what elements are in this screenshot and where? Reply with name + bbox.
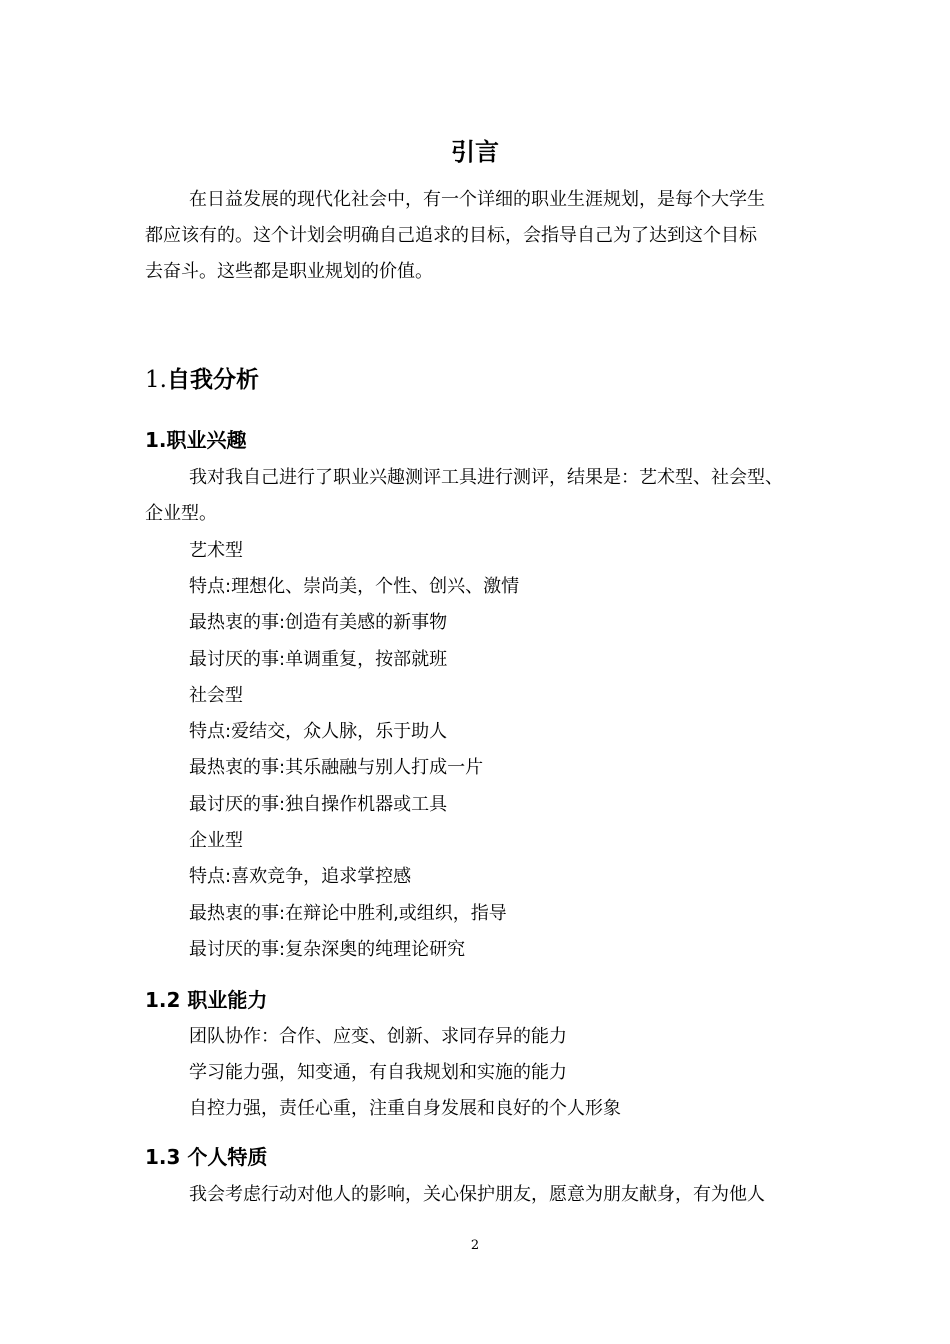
page-number: 2 — [470, 1238, 480, 1253]
subheading-personal-traits: 1.3 个人特质 — [145, 1145, 268, 1169]
interest-summary-line-1: 我对我自己进行了职业兴趣测评工具进行测评，结果是：艺术型、社会型、 — [189, 467, 783, 488]
interest-item: 最热衷的事:在辩论中胜利,或组织，指导 — [189, 903, 507, 924]
ability-item: 学习能力强，知变通，有自我规划和实施的能力 — [189, 1062, 567, 1083]
interest-item: 最讨厌的事:复杂深奥的纯理论研究 — [189, 939, 466, 960]
ability-item: 自控力强，责任心重，注重自身发展和良好的个人形象 — [189, 1098, 621, 1119]
interest-item: 企业型 — [189, 830, 243, 851]
interest-item: 最讨厌的事:单调重复，按部就班 — [189, 649, 448, 670]
intro-line-2: 都应该有的。这个计划会明确自己追求的目标，会指导自己为了达到这个目标 — [145, 225, 757, 246]
section-title: 自我分析 — [166, 367, 259, 393]
page-title: 引言 — [451, 138, 499, 166]
interest-item: 最热衷的事:创造有美感的新事物 — [189, 612, 448, 633]
interest-summary-line-2: 企业型。 — [145, 503, 217, 524]
ability-item: 团队协作：合作、应变、创新、求同存异的能力 — [189, 1026, 567, 1047]
interest-summary — [145, 460, 825, 532]
section-heading-self-analysis — [145, 362, 259, 398]
subheading-career-interest: 1.职业兴趣 — [145, 428, 247, 452]
interest-item: 特点:理想化、崇尚美，个性、创兴、激情 — [189, 576, 520, 597]
subheading-career-ability: 1.2 职业能力 — [145, 988, 268, 1012]
interest-item: 最讨厌的事:独自操作机器或工具 — [189, 794, 448, 815]
section-number: 1. — [145, 367, 167, 393]
intro-line-3: 去奋斗。这些都是职业规划的价值。 — [145, 261, 433, 282]
interest-item: 特点:喜欢竞争，追求掌控感 — [189, 866, 412, 887]
interest-item: 艺术型 — [189, 540, 243, 561]
interest-item: 特点:爱结交，众人脉，乐于助人 — [189, 721, 448, 742]
intro-line-1: 在日益发展的现代化社会中，有一个详细的职业生涯规划，是每个大学生 — [189, 189, 765, 210]
interest-item: 社会型 — [189, 685, 243, 706]
interest-item: 最热衷的事:其乐融融与别人打成一片 — [189, 757, 484, 778]
intro-paragraph — [145, 182, 825, 290]
traits-line-1: 我会考虑行动对他人的影响，关心保护朋友，愿意为朋友献身，有为他人 — [189, 1184, 765, 1205]
